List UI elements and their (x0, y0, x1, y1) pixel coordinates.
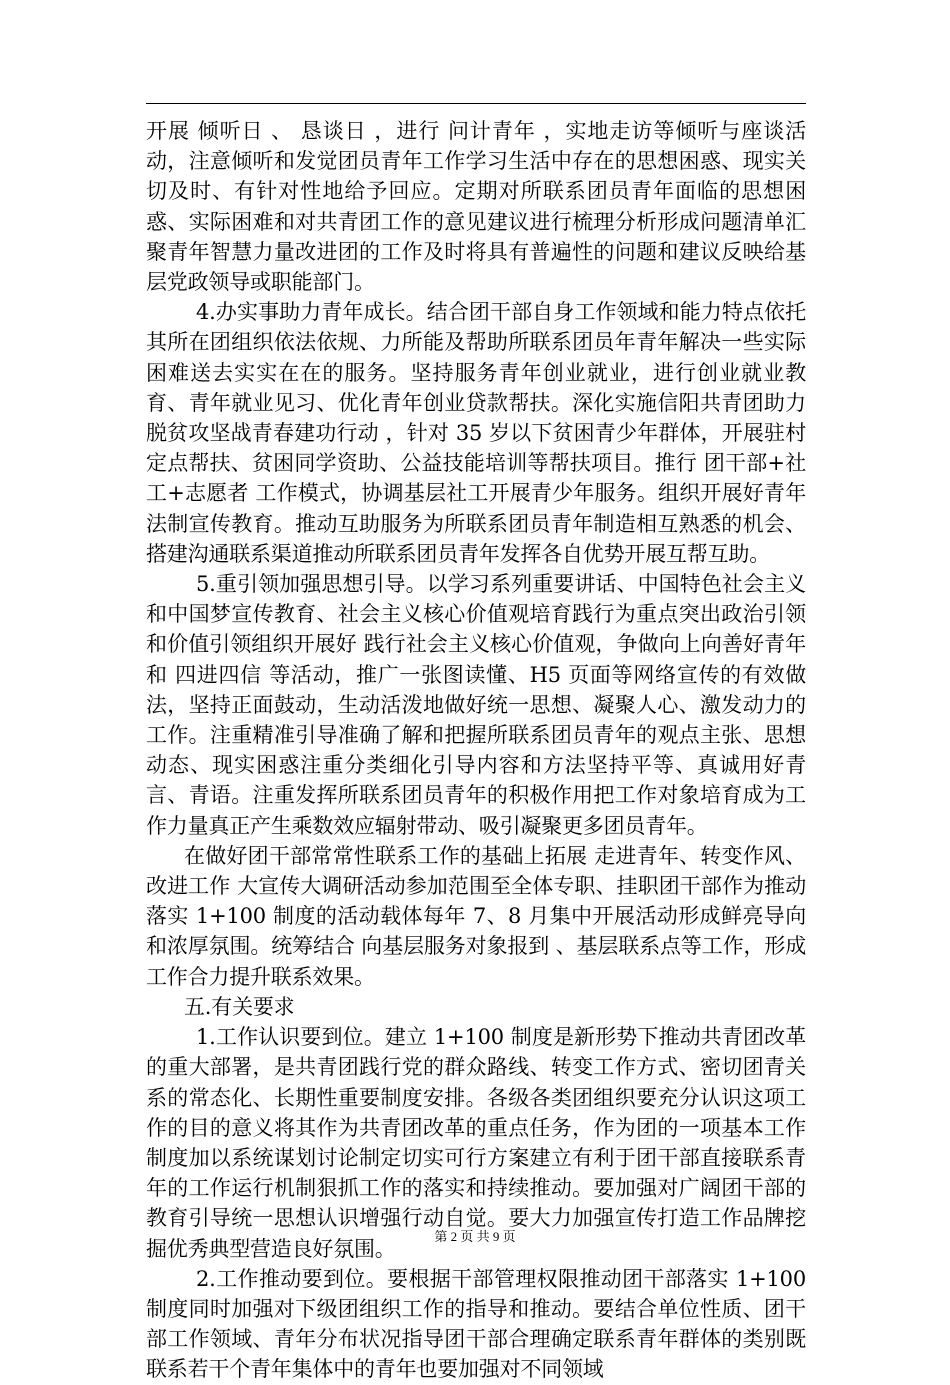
paragraph-continuation: 开展 倾听日 、 恳谈日 ，进行 问计青年 ，实地走访等倾听与座谈活动，注意倾听和发觉团员青年工作学习生活中存在的思想困惑、现实关切及时、有针对性地给予回应。定期对所联系团员青年面临的思想困惑、实际困难和对共青团工作的意见建议进行梳理分析形成问题清单汇聚青年智慧力量改进团的工作及时将具有普遍性的问题和建议反映给基层党政领导或职能部门。 (146, 119, 806, 295)
paragraph-item-5: 5.重引领加强思想引导。以学习系列重要讲话、中国特色社会主义和中国梦宣传教育、社会主义核心价值观培育践行为重点突出政治引领和价值引领组织开展好 践行社会主义核心价值观，争做向上向善好青年 和 四进四信 等活动，推广一张图读懂、H5 页面等网络宣传的有效做法，坚持正面鼓动，生动活泼地做好统一思想、凝聚人心、激发动力的工作。注重精准引导准确了解和把握所联系团员青年的观点主张、思想动态、现实困惑注重分类细化引导内容和方法坚持平等、真诚用好青言、青语。注重发挥所联系团员青年的积极作用把工作对象培育成为工作力量真正产生乘数效应辐射带动、吸引凝聚更多团员青年。 (146, 572, 806, 838)
section-heading-requirements: 五.有关要求 (184, 994, 295, 1019)
paragraph-requirement-2: 2.工作推动要到位。要根据干部管理权限推动团干部落实 1+100 制度同时加强对下级团组织工作的指导和推动。要结合单位性质、团干部工作领域、青年分布状况指导团干部合理确定联系青年群体的类别既联系若干个青年集体中的青年也要加强对不同领域 (146, 1266, 806, 1382)
paragraph-requirement-1: 1.工作认识要到位。建立 1+100 制度是新形势下推动共青团改革的重大部署，是共青团践行党的群众路线、转变工作方式、密切团青关系的常态化、长期性重要制度安排。各级各类团组织要充分认识这项工作的目的意义将其作为共青团改革的重点任务，作为团的一项基本工作制度加以系统谋划讨论制定切实可行方案建立有利于团干部直接联系青年的工作运行机制狠抓工作的落实和持续推动。要加强对广阔团干部的教育引导统一思想认识增强行动自觉。要大力加强宣传打造工作品牌挖掘优秀典型营造良好氛围。 (146, 1025, 806, 1261)
page-footer: 第 2 页 共 9 页 (434, 1229, 516, 1244)
document-body (146, 116, 806, 1385)
paragraph-expansion: 在做好团干部常常性联系工作的基础上拓展 走进青年、转变作风、改进工作 大宣传大调研活动参加范围至全体专职、挂职团干部作为推动落实 1+100 制度的活动载体每年 7、8 月集中开展活动形成鲜亮导向和浓厚氛围。统筹结合 向基层服务对象报到 、基层联系点等工作，形成工作合力提升联系效果。 (146, 843, 806, 989)
paragraph-item-4: 4.办实事助力青年成长。结合团干部自身工作领域和能力特点依托其所在团组织依法依规、力所能及帮助所联系团员年青年解决一些实际困难送去实实在在的服务。坚持服务青年创业就业，进行创业就业教育、青年就业见习、优化青年创业贷款帮扶。深化实施信阳共青团助力脱贫攻坚战青春建功行动 ，针对 35 岁以下贫困青少年群体，开展驻村定点帮扶、贫困同学资助、公益技能培训等帮扶项目。推行 团干部+社工+志愿者 工作模式，协调基层社工开展青少年服务。组织开展好青年法制宣传教育。推动互助服务为所联系团员青年制造相互熟悉的机会、搭建沟通联系渠道推动所联系团员青年发挥各自优势开展互帮互助。 (146, 300, 806, 566)
header-rule (146, 103, 806, 104)
